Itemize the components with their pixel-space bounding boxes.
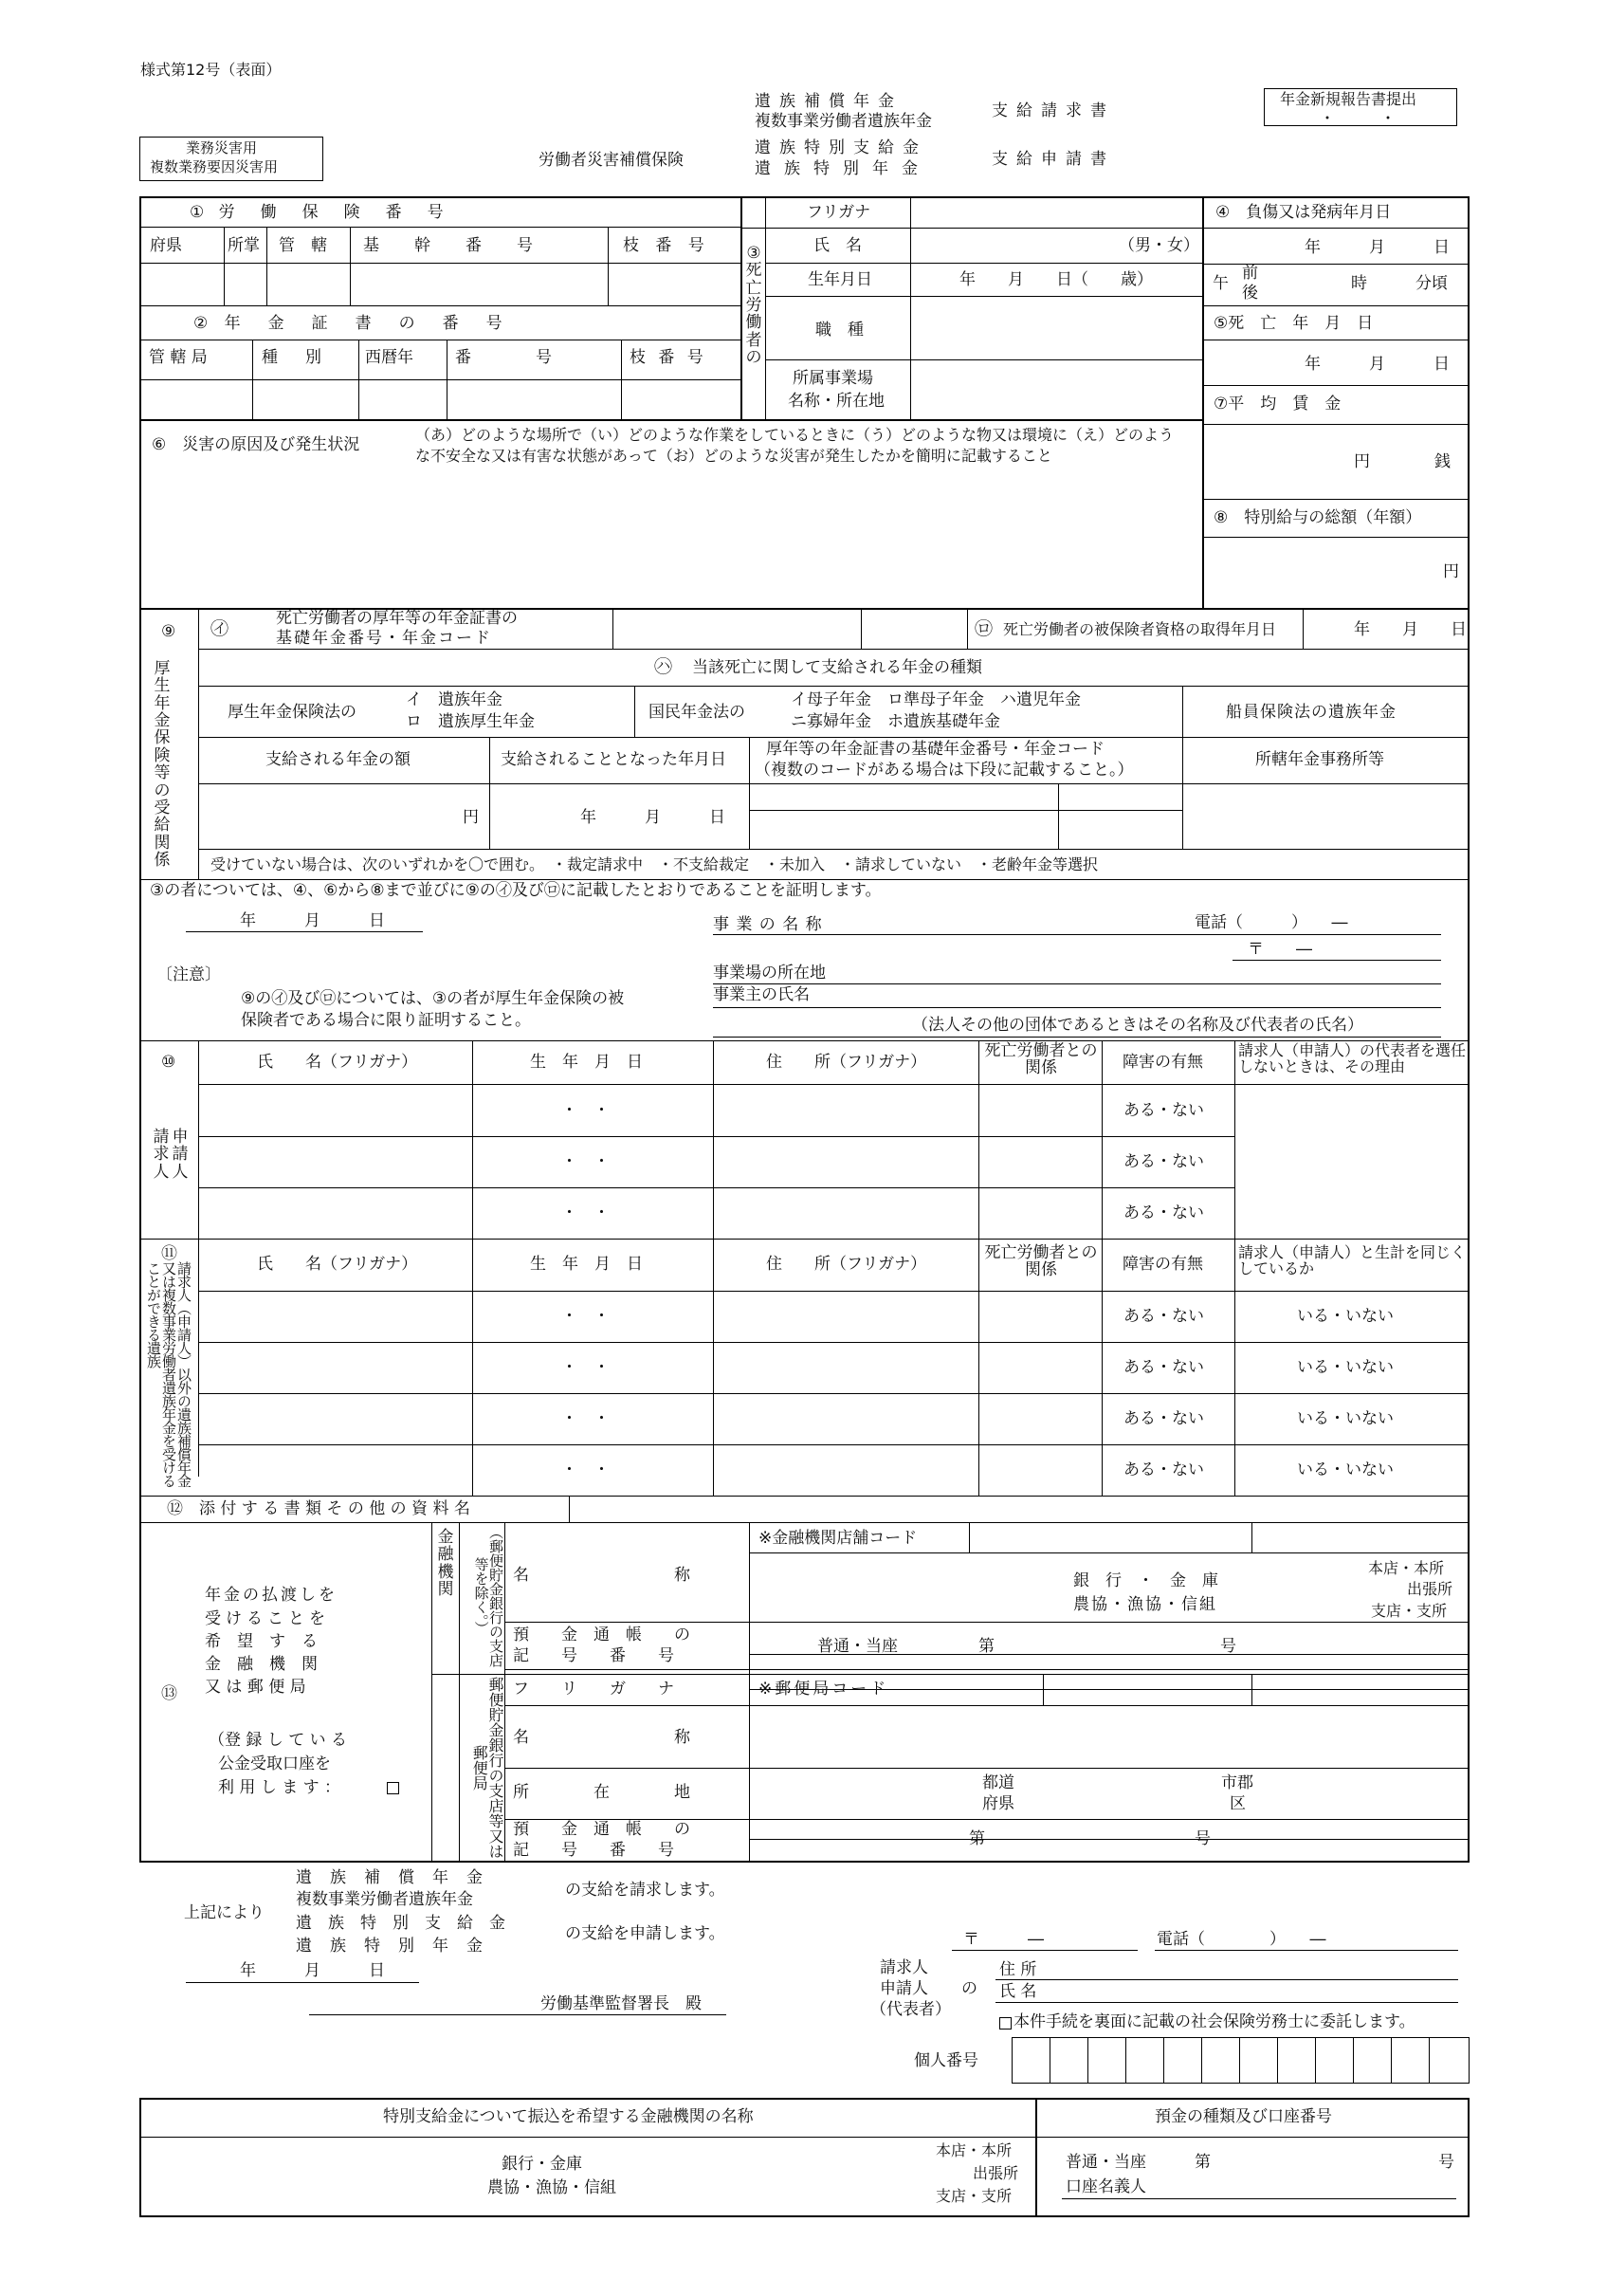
report-dots: ・ ・ <box>1320 109 1397 127</box>
sec9-kosei-label: 厚生年金保険法の <box>228 703 356 722</box>
sec7-unit: 円 銭 <box>1354 452 1451 471</box>
sec11-header-address: 住 所（フリガナ） <box>766 1255 927 1274</box>
special-branch-3[interactable]: 支店・支所 <box>936 2187 1013 2205</box>
sec13-branch-2[interactable]: 出張所 <box>1407 1580 1453 1598</box>
sec1-col-pref: 府県 <box>150 236 182 255</box>
sec4-date: 年 月 日 <box>1305 238 1450 257</box>
sec13-public-3: 利 用 し ま す ： <box>218 1778 341 1797</box>
sec11-number: ⑪ <box>161 1244 177 1263</box>
sec8-unit: 円 <box>1443 562 1459 581</box>
sec13-post-label: 郵便貯金銀行の支店等又は郵便局 <box>470 1677 504 1859</box>
seikyu-title: 支給請求書 <box>992 101 1115 120</box>
sec9-kokumin-label: 国民年金法の <box>648 703 745 722</box>
sec10-row-disability[interactable]: ある・ない <box>1123 1203 1204 1222</box>
sec9-code-header-1: 厚年等の年金証書の基礎年金番号・年金コード <box>766 740 1105 759</box>
cert-statement: ③の者については、④、⑥から⑧まで並びに⑨の㋑及び㋺に記載したとおりであることを証明します。 <box>150 881 882 900</box>
sec13-public-1: （登 録 し て い る <box>209 1731 348 1750</box>
sec1-col-kikan: 基 幹 番 号 <box>363 236 534 255</box>
sec1-col-eda: 枝 番 号 <box>623 236 710 255</box>
special-branch-2[interactable]: 出張所 <box>973 2164 1019 2182</box>
footer-type-4: 遺 族 特 別 年 金 <box>296 1937 484 1956</box>
circle-ro-icon: ㋺ <box>975 618 994 639</box>
pension-type-4: 遺族特別年金 <box>755 159 931 178</box>
footer-mynumber-label: 個人番号 <box>914 2051 978 2070</box>
sec9-kosei-opt-1[interactable]: イ 遺族年金 <box>406 690 502 709</box>
insurance-title: 労働者災害補償保険 <box>539 151 684 170</box>
cert-note-title: 〔注意〕 <box>156 965 221 984</box>
sec2-col-nen: 西暦年 <box>365 348 413 367</box>
special-account[interactable]: 普通・当座 第 <box>1066 2153 1211 2172</box>
sec11-row-dob: ・ ・ <box>561 1460 610 1479</box>
attachments-field[interactable] <box>570 1497 1469 1522</box>
sec9-ro-label: 死亡労働者の被保険者資格の取得年月日 <box>1003 620 1277 638</box>
sec11-row-living[interactable]: いる・いない <box>1297 1358 1394 1377</box>
bank-code-field[interactable] <box>970 1524 1251 1552</box>
sec12-title: ⑫ 添 付 す る 書 類 そ の 他 の 資 料 名 <box>167 1499 470 1518</box>
footer-above: 上記により <box>184 1903 265 1922</box>
sec10-row-dob: ・ ・ <box>561 1101 610 1120</box>
pension-type-2: 複数事業労働者遺族年金 <box>755 112 932 131</box>
footer-type-1: 遺 族 補 償 年 金 <box>296 1868 484 1887</box>
sec11-row-disability[interactable]: ある・ない <box>1123 1358 1204 1377</box>
circle-i-icon: ㋑ <box>210 618 229 639</box>
sec3-name-label: 氏 名 <box>813 236 862 255</box>
footer-type-2: 複数事業労働者遺族年金 <box>296 1890 473 1909</box>
sec9-kokumin-opt-2[interactable]: ニ寡婦年金 ホ遺族基礎年金 <box>791 712 1000 731</box>
sec3-gender[interactable]: （男・女） <box>1119 236 1199 255</box>
cert-note-1: ⑨の㋑及び㋺については、③の者が厚生年金保険の被 <box>241 989 625 1008</box>
sec13-account[interactable]: 普通・当座 第 号 <box>817 1637 1236 1656</box>
cert-corp-note: （法人その他の団体であるときはその名称及び代表者の氏名） <box>912 1016 1363 1035</box>
footer-shinsei: の支給を申請します。 <box>565 1924 725 1943</box>
sec10-row-disability[interactable]: ある・ない <box>1123 1152 1204 1171</box>
sec13-branch-1[interactable]: 本店・本所 <box>1368 1559 1445 1577</box>
sec10-header-address: 住 所（フリガナ） <box>766 1053 927 1072</box>
sec13-number: ⑬ <box>161 1684 177 1703</box>
sec9-kosei-opt-2[interactable]: ロ 遺族厚生年金 <box>406 712 535 731</box>
footer-phone: 電話（ ） ― <box>1157 1930 1326 1949</box>
sec13-bank-types-1[interactable]: 銀 行 ・ 金 庫 <box>1073 1571 1218 1590</box>
sec10-vertical-label: 申 請 人 請 求 人 <box>153 1128 189 1182</box>
sec10-header-reason: 請求人（申請人）の代表者を選任しないときは、その理由 <box>1238 1041 1467 1076</box>
sec9-vertical-label: 厚 生 年 金 保 険 等 の 受 給 関 係 <box>154 659 171 870</box>
sec11-header-living: 請求人（申請人）と生計を同じくしているか <box>1238 1243 1467 1278</box>
footer-delegate: 本件手続を裏面に記載の社会保険労務士に委託します。 <box>1014 2012 1415 2031</box>
sec11-row-disability[interactable]: ある・ない <box>1123 1409 1204 1428</box>
sec11-row-disability[interactable]: ある・ない <box>1123 1460 1204 1479</box>
delegate-checkbox[interactable] <box>999 2017 1012 2030</box>
sec9-date-header: 支給されることとなった年月日 <box>501 750 726 769</box>
sec13-passbook-1: 預 金 通 帳 の <box>513 1626 690 1644</box>
sec13-desc-1: 年金の払渡しを <box>205 1586 338 1605</box>
pension-type-3: 遺族特別支給金 <box>755 138 927 157</box>
sec9-ro-date: 年 月 日 <box>1354 620 1467 639</box>
mynumber-field[interactable] <box>1012 2037 1470 2084</box>
average-wage-field[interactable] <box>1205 425 1469 499</box>
sec9-yen: 円 <box>463 808 479 827</box>
sec3-vertical-label: ③ 死 亡 労 働 者 の <box>745 244 762 368</box>
sec4-title: ④ 負傷又は発病年月日 <box>1215 203 1392 222</box>
sec4-gozen[interactable]: 前 <box>1242 264 1258 283</box>
cert-owner-label: 事業主の氏名 <box>713 985 810 1004</box>
sec3-birth-value: 年 月 日（ 歳） <box>959 270 1153 289</box>
footer-no: の <box>961 1979 977 1998</box>
post-code-field[interactable] <box>1044 1676 1251 1705</box>
footer-claimant-2: 申請人 <box>880 1979 928 1998</box>
workplace-field[interactable] <box>911 360 1201 419</box>
sec9-senin-label[interactable]: 船員保険法の遺族年金 <box>1226 703 1397 722</box>
sec4-go: 午 <box>1213 274 1229 293</box>
sec4-gogo[interactable]: 後 <box>1242 284 1258 303</box>
sec13-desc-5: 又 は 郵 便 局 <box>205 1678 306 1697</box>
sec11-vertical-label: 請求人（申請人）以外の遺族補償年金又は複数事業労働者遺族年金を受けることができる遺族 <box>145 1261 192 1487</box>
sec11-row-dob: ・ ・ <box>561 1409 610 1428</box>
sec13-post-passbook-2: 記 号 番 号 <box>513 1841 674 1860</box>
sec13-bank-label: 金 融 機 関 <box>437 1528 454 1600</box>
cert-note-2: 保険者である場合に限り証明すること。 <box>241 1011 531 1030</box>
sec9-number: ⑨ <box>161 622 176 641</box>
pension-type-1: 遺族補償年金 <box>755 92 903 111</box>
sec9-not-receiving[interactable]: 受けていない場合は、次のいずれかを〇で囲む。 ・裁定請求中 ・不支給裁定 ・未加入 ・請求していない ・老齢年金等選択 <box>210 855 1099 873</box>
footer-claimant-1: 請求人 <box>880 1958 928 1977</box>
cert-phone: 電話（ ） ― <box>1195 913 1348 932</box>
usage-line-2: 複数業務要因災害用 <box>150 158 279 175</box>
sec4-time: 時 分頃 <box>1351 274 1448 293</box>
special-holder-label: 口座名義人 <box>1066 2177 1146 2196</box>
footer-name-label: 氏 名 <box>999 1982 1037 2001</box>
sec3-furigana-label: フリガナ <box>807 203 871 222</box>
sec13-public-2: 公金受取口座を <box>218 1754 331 1773</box>
footer-address-label: 住 所 <box>999 1960 1037 1979</box>
shinsei-title: 支給申請書 <box>992 150 1115 169</box>
sec10-row-dob: ・ ・ <box>561 1203 610 1222</box>
special-bank-types-2[interactable]: 農協・漁協・信組 <box>487 2178 616 2197</box>
pension-amount-field[interactable] <box>199 784 489 849</box>
sec3-job-label: 職 種 <box>815 321 864 340</box>
sec13-bank-types-2[interactable]: 農協・漁協・信組 <box>1073 1595 1217 1614</box>
sec9-kokumin-opt-1[interactable]: イ母子年金 ロ準母子年金 ハ遺児年金 <box>791 690 1081 709</box>
sec2-col-eda: 枝 番 号 <box>630 348 707 367</box>
sec10-row-disability[interactable]: ある・ない <box>1123 1101 1204 1120</box>
sec6-title: ⑥ 災害の原因及び発生状況 <box>152 435 360 454</box>
pension-office-field[interactable] <box>1183 784 1469 849</box>
sec2-col-kyoku: 管 轄 局 <box>149 348 208 367</box>
circle-ha-icon: ㋩ <box>654 656 673 677</box>
sec13-branch-3[interactable]: 支店・支所 <box>1371 1602 1448 1620</box>
sec11-row-dob: ・ ・ <box>561 1307 610 1326</box>
sec1-col-kankatsu: 管 轄 <box>279 236 327 255</box>
sec13-desc-4: 金 融 機 関 <box>205 1655 318 1674</box>
cert-business-address-label: 事業場の所在地 <box>713 964 826 983</box>
special-bank-types-1[interactable]: 銀行・金庫 <box>502 2155 582 2174</box>
sec13-pref-1: 都道 <box>982 1773 1014 1792</box>
sec11-row-living[interactable]: いる・いない <box>1297 1307 1394 1326</box>
sec13-bank-name-label: 名 称 <box>513 1566 690 1585</box>
sec8-title: ⑧ 特別給与の総額（年額） <box>1214 508 1422 527</box>
sec3-birth-label: 生年月日 <box>808 270 872 289</box>
footer-claimant-3: （代表者） <box>870 2000 951 2019</box>
footer-seikyu: の支給を請求します。 <box>565 1881 725 1900</box>
sec2-col-bango: 番 号 <box>455 348 552 367</box>
sec1-title: ① 労 働 保 険 番 号 <box>190 203 448 222</box>
sec10-header-name: 氏 名（フリガナ） <box>257 1053 418 1072</box>
sec13-bank-code-label: ※金融機関店舗コード <box>758 1529 918 1548</box>
special-account-go: 号 <box>1438 2153 1454 2172</box>
sec13-bank-note: （郵便貯金銀行の支店等を除く。） <box>472 1525 504 1667</box>
footer-date: 年 月 日 <box>240 1961 385 1980</box>
special-pay-field[interactable] <box>1205 538 1469 609</box>
special-account-header: 預金の種類及び口座番号 <box>1155 2107 1332 2126</box>
sec9-ha-label: 当該死亡に関して支給される年金の種類 <box>692 658 982 677</box>
post-name-field[interactable] <box>750 1706 1469 1768</box>
sec7-title: ⑦平 均 賃 金 <box>1214 395 1342 413</box>
usage-line-1: 業務災害用 <box>186 139 258 156</box>
sec13-post-code-label: ※郵便局コード <box>758 1680 889 1699</box>
sec13-city-1: 市郡 <box>1221 1773 1253 1792</box>
sec13-post-name-label: 名 称 <box>513 1728 690 1747</box>
sec6-instruction-2: な不安全な又は有害な状態があって（お）どのような災害が発生したかを簡明に記載すること <box>415 447 1052 465</box>
footer-type-3: 遺 族 特 別 支 給 金 <box>296 1914 505 1933</box>
cert-business-name-label: 事 業 の 名 称 <box>713 915 823 934</box>
public-account-checkbox[interactable] <box>387 1782 399 1794</box>
form-number: 様式第12号（表面） <box>140 61 282 79</box>
sec9-code-header-2: （複数のコードがある場合は下段に記載すること。） <box>755 761 1134 780</box>
sec9-i-label-1: 死亡労働者の厚年等の年金証書の <box>276 609 518 628</box>
sec3-workplace-label-1: 所属事業場 <box>793 369 873 388</box>
sec13-passbook-2: 記 号 番 号 <box>513 1646 674 1665</box>
labor-insurance-number-field[interactable] <box>140 263 740 305</box>
sec11-header-name: 氏 名（フリガナ） <box>257 1255 418 1274</box>
sec1-col-shoshou: 所掌 <box>228 236 260 255</box>
sec13-city-2: 区 <box>1230 1794 1246 1813</box>
sec13-desc-2: 受けることを <box>205 1609 330 1628</box>
sec11-header-dob: 生 年 月 日 <box>530 1255 643 1274</box>
sec10-row-dob: ・ ・ <box>561 1152 610 1171</box>
sec13-desc-3: 希 望 す る <box>205 1632 318 1651</box>
pension-certificate-number-field[interactable] <box>140 379 740 419</box>
cert-postal: 〒 ― <box>1248 940 1312 959</box>
sec13-address-label: 所 在 地 <box>513 1783 690 1802</box>
sec11-row-dob: ・ ・ <box>561 1358 610 1377</box>
report-label: 年金新規報告書提出 <box>1280 90 1417 108</box>
sec9-office-header: 所轄年金事務所等 <box>1255 750 1384 769</box>
basic-pension-number-field[interactable] <box>613 610 861 649</box>
cert-date: 年 月 日 <box>240 911 385 930</box>
accident-description-field[interactable] <box>140 469 1202 609</box>
sec10-header-relation: 死亡労働者との関係 <box>984 1041 1098 1078</box>
footer-postal: 〒 ― <box>963 1930 1044 1949</box>
sec10-header-dob: 生 年 月 日 <box>530 1053 643 1072</box>
sec2-col-shubetsu: 種 別 <box>262 348 327 367</box>
sec9-i-label-2: 基礎年金番号・年金コード <box>276 629 492 648</box>
sec10-number: ⑩ <box>161 1053 176 1072</box>
sec3-workplace-label-2: 名称・所在地 <box>788 392 885 411</box>
sec5-date: 年 月 日 <box>1305 355 1450 374</box>
sec9-date-value: 年 月 日 <box>580 808 725 827</box>
sec11-row-disability[interactable]: ある・ない <box>1123 1307 1204 1326</box>
sec11-header-disability: 障害の有無 <box>1123 1255 1203 1274</box>
special-branch-1[interactable]: 本店・本所 <box>936 2141 1013 2159</box>
footer-director: 労働基準監督署長 殿 <box>540 1994 702 2013</box>
sec13-post-furigana: フ リ ガ ナ <box>513 1680 674 1699</box>
sec13-post-passbook-1: 預 金 通 帳 の <box>513 1820 690 1839</box>
sec6-instruction-1: （あ）どのような場所で（い）どのような作業をしているときに（う）どのような物又は環境に（え）どのよう <box>415 426 1175 444</box>
sec11-row-living[interactable]: いる・いない <box>1297 1460 1394 1479</box>
sec9-amount-header: 支給される年金の額 <box>265 750 411 769</box>
sec13-pref-2: 府県 <box>982 1794 1014 1813</box>
sec11-row-living[interactable]: いる・いない <box>1297 1409 1394 1428</box>
special-bank-header: 特別支給金について振込を希望する金融機関の名称 <box>383 2107 754 2126</box>
deceased-name-field[interactable] <box>911 229 1201 263</box>
job-field[interactable] <box>911 297 1201 359</box>
sec10-header-disability: 障害の有無 <box>1123 1053 1203 1072</box>
sec2-title: ② 年 金 証 書 の 番 号 <box>193 314 508 333</box>
sec5-title: ⑤死 亡 年 月 日 <box>1214 314 1374 333</box>
sec11-header-relation: 死亡労働者との関係 <box>984 1243 1098 1280</box>
sec13-post-number[interactable]: 第 号 <box>969 1829 1211 1848</box>
